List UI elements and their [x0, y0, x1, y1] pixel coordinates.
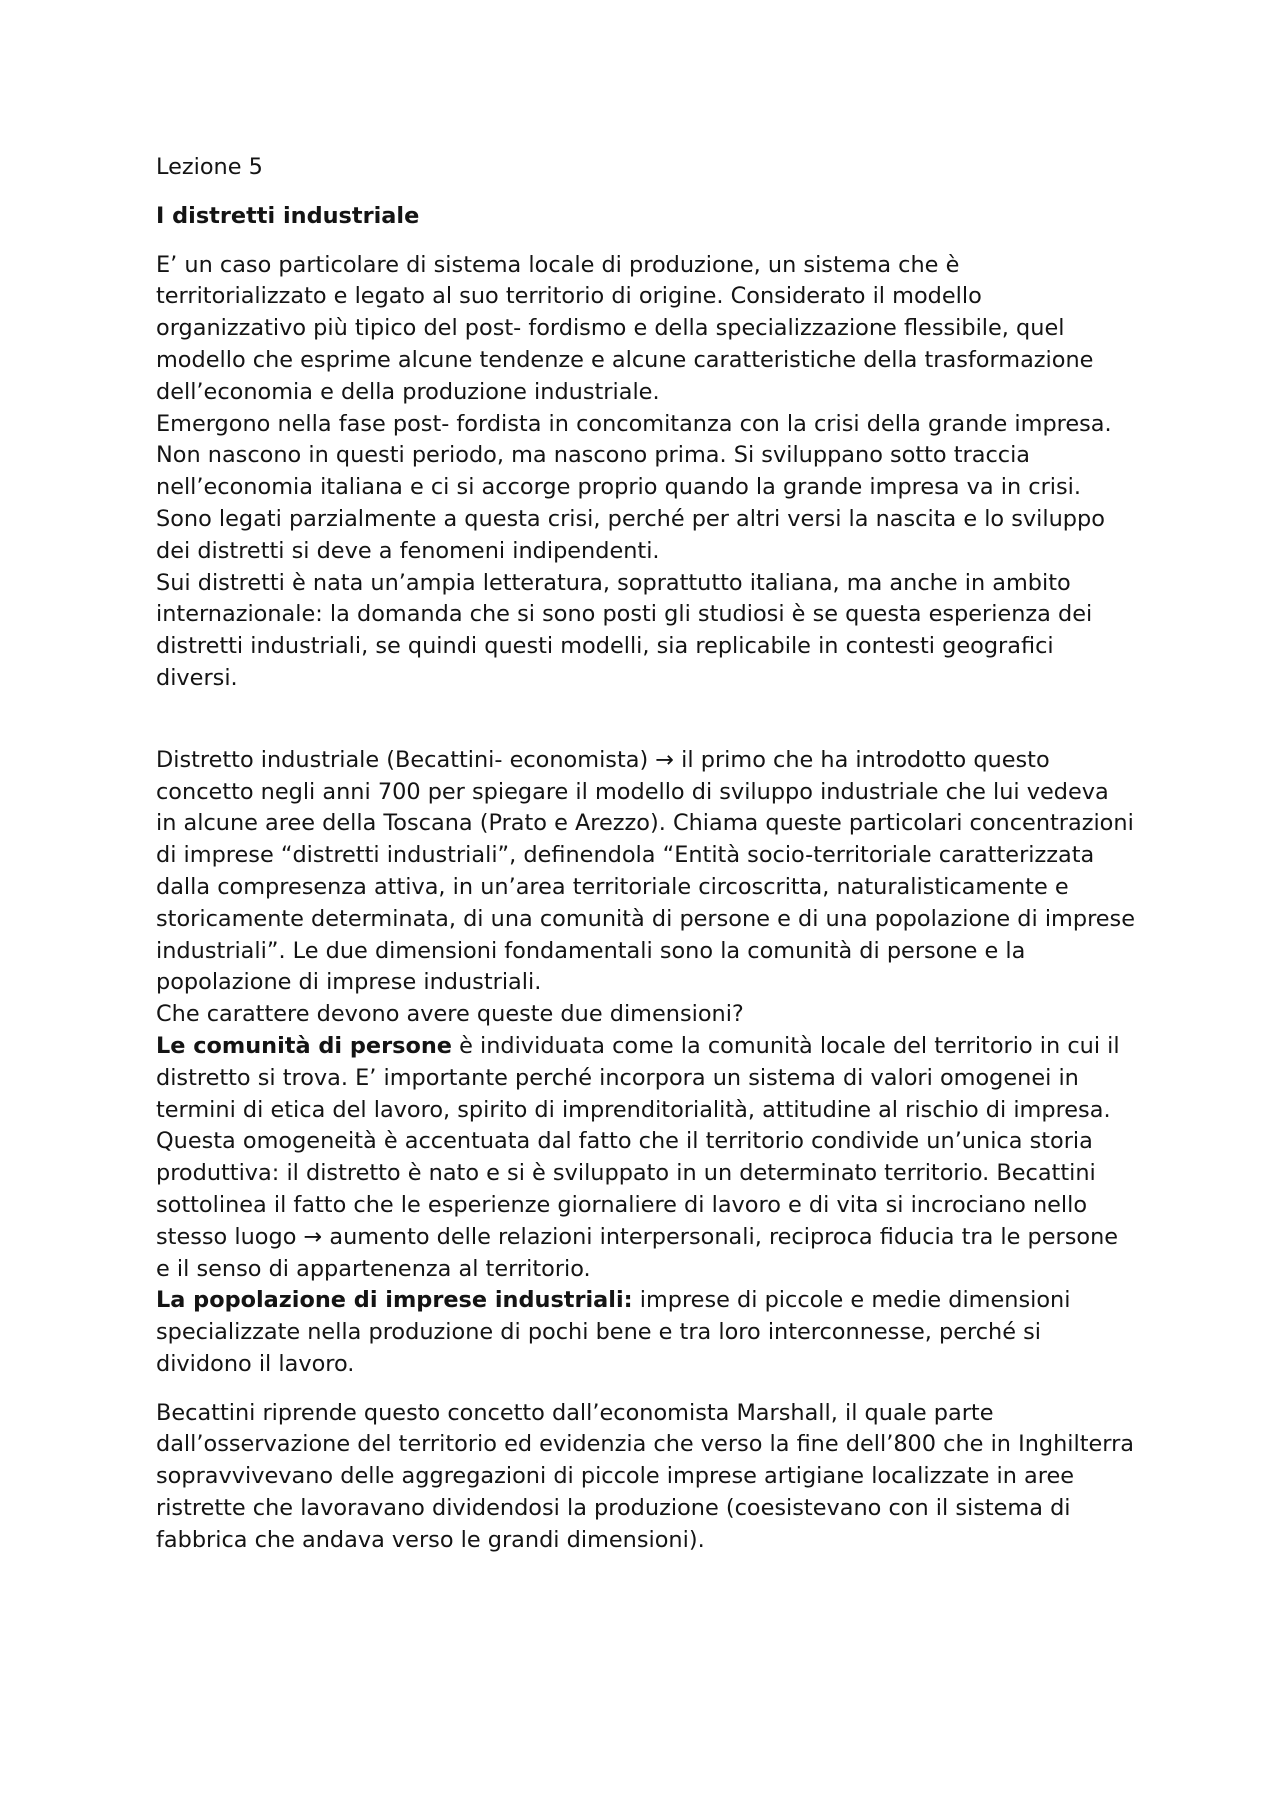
popolazione-text: imprese di piccole e medie dimensioni specializzate nella produzione di pochi bene e tra loro interconnesse, perché si dividono il lavoro. [156, 1287, 1071, 1377]
comunita-paragraph [156, 1031, 1136, 1285]
intro-paragraph-3: Sono legati parzialmente a questa crisi, perché per altri versi la nascita e lo sviluppo dei distretti si deve a fenomeni indipendenti. [156, 505, 1105, 564]
intro-paragraph-2: Emergono nella fase post- fordista in concomitanza con la crisi della grande impresa. Non nascono in questi periodo, ma nascono prima. Si sviluppano sotto traccia nell’economia italiana e ci si accorge proprio quando la grande impresa va in crisi. [156, 410, 1112, 501]
marshall-paragraph: Becattini riprende questo concetto dall’economista Marshall, il quale parte dall’osservazione del territorio ed evidenzia che verso la fine dell’800 che in Inghilterra sopravvivevano delle aggregazioni di piccole imprese artigiane localizzate in aree ristrette che lavoravano dividendosi la produzione (coesistevano con il sistema di fabbrica che andava verso le grandi dimensioni). [156, 1399, 1135, 1553]
comunita-label: Le comunità di persone [156, 1032, 452, 1059]
intro-paragraph-1: E’ un caso particolare di sistema locale di produzione, un sistema che è territorializzato e legato al suo territorio di origine. Considerato il modello organizzativo più tipico del post- fordismo e della specializzazione flessibile, quel modello che esprime alcune tendenze e alcune caratteristiche della trasformazione dell’economia e della produzione industriale. [156, 251, 1094, 405]
intro-paragraph-4: Sui distretti è nata un’ampia letteratura, soprattutto italiana, ma anche in ambito internazionale: la domanda che si sono posti gli studiosi è se questa esperienza dei distretti industriali, se quindi questi modelli, sia replicabile in contesti geografici diversi. [156, 569, 1093, 691]
becattini-question: Che carattere devono avere queste due dimensioni? [156, 1001, 744, 1028]
document-page [156, 152, 1136, 1557]
document-title: I distretti industriale [156, 202, 420, 229]
lesson-label: Lezione 5 [156, 154, 263, 180]
comunita-text: è individuata come la comunità locale del territorio in cui il distretto si trova. E’ importante perché incorpora un sistema di valori omogenei in termini di etica del lavoro, spirito di imprenditorialità, attitudine al rischio di impresa. Questa omogeneità è accentuata dal fatto che il territorio condivide un’unica storia produttiva: il distretto è nato e si è sviluppato in un determinato territorio. Becattini sottolinea il fatto che le esperienze giornaliere di lavoro e di vita si incrociano nello stesso luogo → aumento delle relazioni interpersonali, reciproca fiducia tra le persone e il senso di appartenenza al territorio. [156, 1032, 1120, 1282]
popolazione-paragraph [156, 1285, 1136, 1380]
becattini-paragraph-1: Distretto industriale (Becattini- economista) → il primo che ha introdotto questo concetto negli anni 700 per spiegare il modello di sviluppo industriale che lui vedeva in alcune aree della Toscana (Prato e Arezzo). Chiama queste particolari concentrazioni di imprese “distretti industriali”, definendola “Entità socio-territoriale caratterizzata dalla compresenza attiva, in un’area territoriale circoscritta, naturalisticamente e storicamente determinata, di una comunità di persone e di una popolazione di imprese industriali”. Le due dimensioni fondamentali sono la comunità di persone e la popolazione di imprese industriali. [156, 746, 1135, 996]
popolazione-label: La popolazione di imprese industriali: [156, 1287, 633, 1314]
